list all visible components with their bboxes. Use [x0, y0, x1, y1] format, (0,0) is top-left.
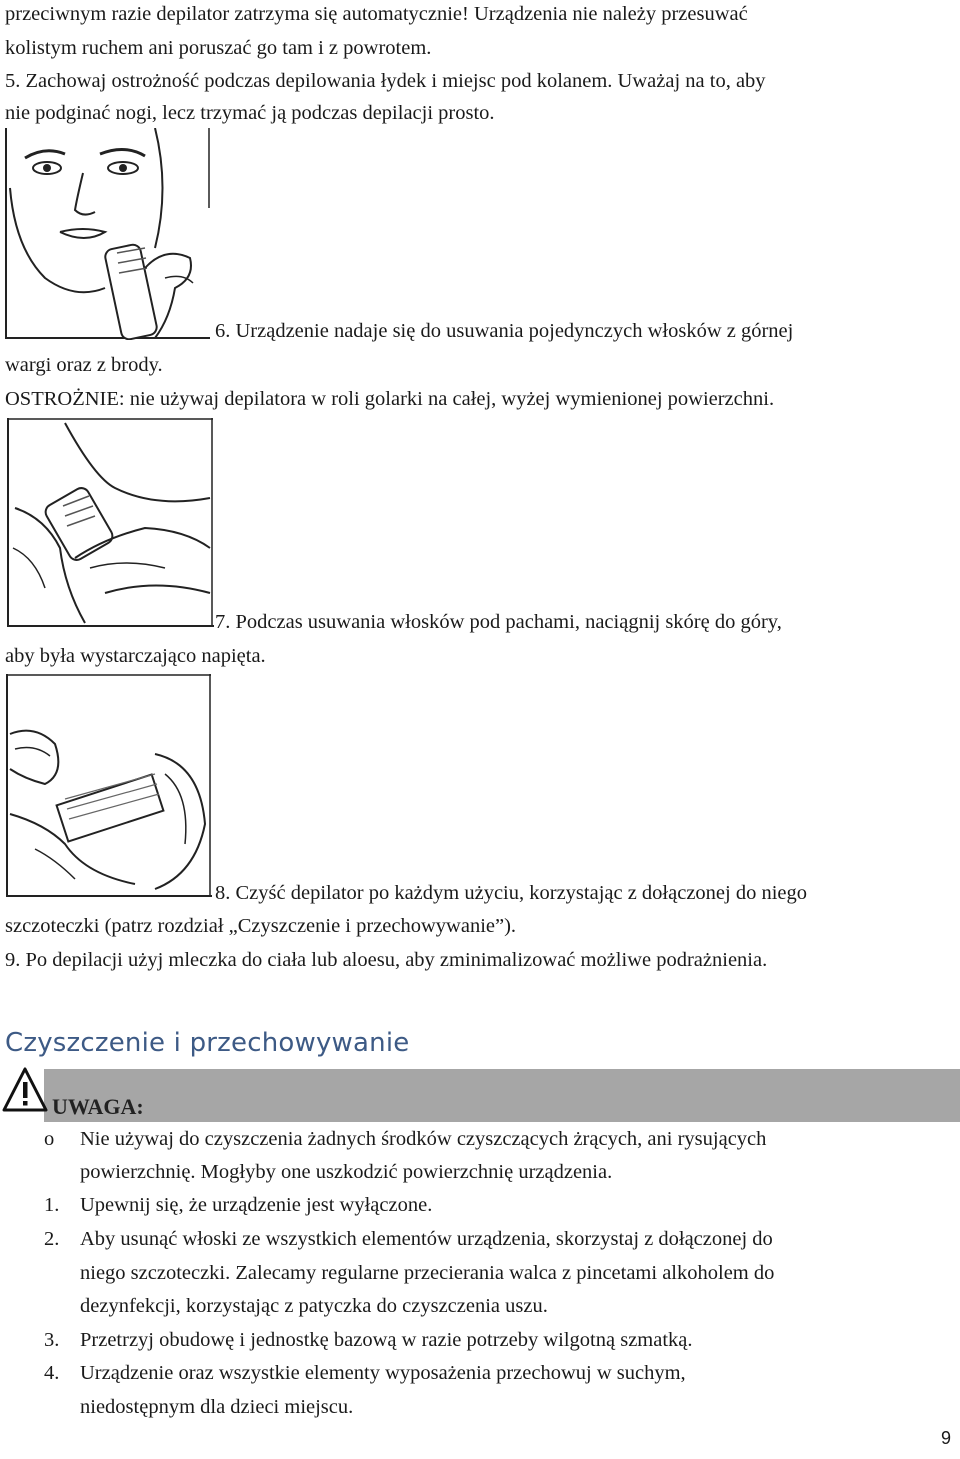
step-7-line-1: 7. Podczas usuwania włosków pod pachami, naciągnij skórę do góry,: [215, 611, 782, 633]
underarm-illustration: [5, 418, 214, 628]
intro-line-2: kolistym ruchem ani poruszać go tam i z powrotem.: [5, 37, 432, 59]
bullet-line-1: Nie używaj do czyszczenia żadnych środków czyszczących żrących, ani rysujących: [80, 1128, 767, 1150]
list-number-4: 4.: [44, 1362, 60, 1384]
list-item-4-line-1: Urządzenie oraz wszystkie elementy wyposażenia przechowuj w suchym,: [80, 1362, 686, 1384]
step-6-caution: OSTROŻNIE: nie używaj depilatora w roli golarki na całej, wyżej wymienionej powierzchni.: [5, 388, 775, 410]
warning-label: UWAGA:: [52, 1094, 144, 1119]
brush-cleaning-illustration: [5, 674, 212, 898]
list-number-2: 2.: [44, 1228, 60, 1250]
list-item-2-line-2: niego szczoteczki. Zalecamy regularne przecierania walca z pincetami alkoholem do: [80, 1262, 775, 1284]
step-6-line-2: wargi oraz z brody.: [5, 354, 163, 376]
step-8-line-2: szczoteczki (patrz rozdział „Czyszczenie i przechowywanie”).: [5, 915, 517, 937]
list-item-2-line-1: Aby usunąć włoski ze wszystkich elementów urządzenia, skorzystaj z dołączonej do: [80, 1228, 773, 1250]
step-9-line: 9. Po depilacji użyj mleczka do ciała lub aloesu, aby zminimalizować możliwe podrażnienia.: [5, 949, 768, 971]
intro-line-1: przeciwnym razie depilator zatrzyma się automatycznie! Urządzenia nie należy przesuwać: [5, 3, 748, 25]
list-item-3-line-1: Przetrzyj obudowę i jednostkę bazową w razie potrzeby wilgotną szmatką.: [80, 1329, 693, 1351]
intro-line-3: 5. Zachowaj ostrożność podczas depilowania łydek i miejsc pod kolanem. Uważaj na to, aby: [5, 70, 766, 92]
step-7-line-2: aby była wystarczająco napięta.: [5, 645, 266, 667]
warning-triangle-icon: [2, 1066, 48, 1119]
step-8-line-1: 8. Czyść depilator po każdym użyciu, korzystając z dołączonej do niego: [215, 882, 808, 904]
intro-line-4: nie podginać nogi, lecz trzymać ją podczas depilacji prosto.: [5, 102, 495, 124]
list-item-4-line-2: niedostępnym dla dzieci miejscu.: [80, 1396, 354, 1418]
step-6-line-1: 6. Urządzenie nadaje się do usuwania pojedynczych włosków z górnej: [215, 320, 794, 342]
list-number-1: 1.: [44, 1194, 60, 1216]
face-illustration: [5, 128, 210, 340]
warning-bar: [44, 1069, 960, 1122]
bullet-marker: o: [44, 1128, 55, 1150]
bullet-line-2: powierzchnię. Mogłyby one uszkodzić powierzchnię urządzenia.: [80, 1161, 613, 1183]
section-heading: Czyszczenie i przechowywanie: [5, 1028, 410, 1058]
list-number-3: 3.: [44, 1329, 60, 1351]
page-number: 9: [941, 1428, 952, 1448]
list-item-1-line-1: Upewnij się, że urządzenie jest wyłączone.: [80, 1194, 433, 1216]
list-item-2-line-3: dezynfekcji, korzystając z patyczka do czyszczenia uszu.: [80, 1295, 548, 1317]
